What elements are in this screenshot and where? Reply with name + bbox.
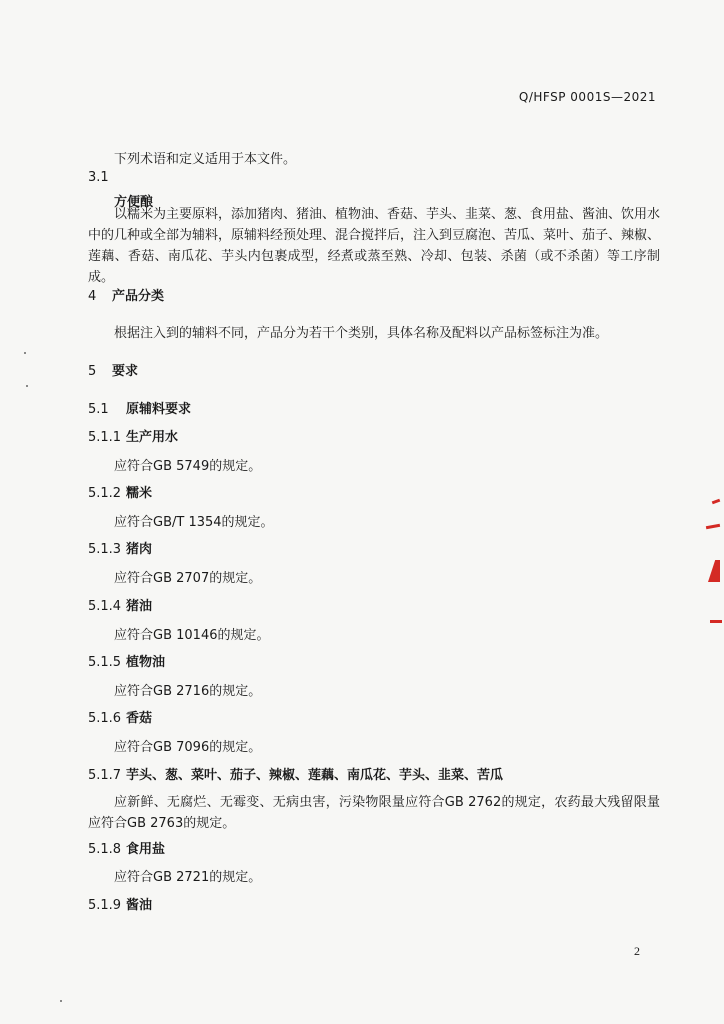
section-title: 原辅料要求 xyxy=(126,402,192,417)
section-title: 产品分类 xyxy=(112,289,165,304)
item-heading xyxy=(88,595,152,614)
item-heading xyxy=(88,482,152,501)
item-heading xyxy=(88,707,152,726)
item-heading xyxy=(88,894,152,913)
section-5-1-heading xyxy=(88,398,191,417)
item-title: 香菇 xyxy=(126,711,153,726)
item-number: 5.1.2 xyxy=(88,486,122,501)
item-number: 5.1.4 xyxy=(88,599,122,614)
item-title: 糯米 xyxy=(126,486,153,501)
item-number: 5.1.9 xyxy=(88,898,122,913)
item-number: 5.1.8 xyxy=(88,842,122,857)
item-title: 食用盐 xyxy=(126,842,166,857)
section-number: 5.1 xyxy=(88,402,109,417)
item-title: 猪肉 xyxy=(126,542,153,557)
section-number: 4 xyxy=(88,289,97,304)
item-text: 应符合GB 7096的规定。 xyxy=(114,740,262,755)
item-text: 应符合GB 2721的规定。 xyxy=(114,870,262,885)
section-4-heading xyxy=(88,285,164,304)
item-title: 猪油 xyxy=(126,599,153,614)
item-title: 酱油 xyxy=(126,898,153,913)
section-number: 5 xyxy=(88,364,97,379)
term-definition: 以糯米为主要原料，添加猪肉、猪油、植物油、香菇、芋头、韭菜、葱、食用盐、酱油、饮用水中的几种或全部为辅料，原辅料经预处理、混合搅拌后，注入到豆腐泡、苦瓜、菜叶、茄子、辣椒、莲藕、香菇、南瓜花、芋头内包裹成型，经煮或蒸至熟、冷却、包装、杀菌（或不杀菌）等工序制成。 xyxy=(88,207,661,285)
item-text: 应符合GB 2716的规定。 xyxy=(114,684,262,699)
term-number: 3.1 xyxy=(88,170,109,185)
item-heading xyxy=(88,538,152,557)
item-title: 芋头、葱、菜叶、茄子、辣椒、莲藕、南瓜花、芋头、韭菜、苦瓜 xyxy=(126,768,504,783)
scan-speck xyxy=(26,385,28,387)
document-code: Q/HFSP 0001S—2021 xyxy=(518,90,656,104)
item-heading xyxy=(88,838,165,857)
intro-text: 下列术语和定义适用于本文件。 xyxy=(114,152,297,167)
section-5-heading xyxy=(88,360,138,379)
item-text: 应符合GB 5749的规定。 xyxy=(114,459,262,474)
item-title: 植物油 xyxy=(126,655,166,670)
item-heading xyxy=(88,651,165,670)
item-number: 5.1.6 xyxy=(88,711,122,726)
item-text: 应符合GB/T 1354的规定。 xyxy=(114,515,274,530)
item-text: 应新鲜、无腐烂、无霉变、无病虫害，污染物限量应符合GB 2762的规定，农药最大残留限量应符合GB 2763的规定。 xyxy=(88,795,660,831)
scan-speck xyxy=(60,1000,62,1002)
item-number: 5.1.7 xyxy=(88,768,122,783)
item-text: 应符合GB 2707的规定。 xyxy=(114,571,262,586)
item-heading xyxy=(88,426,178,445)
section-title: 要求 xyxy=(112,364,139,379)
section-4-text: 根据注入到的辅料不同，产品分为若干个类别，具体名称及配料以产品标签标注为准。 xyxy=(114,326,609,341)
page-number: 2 xyxy=(634,944,640,958)
item-number: 5.1.1 xyxy=(88,430,122,445)
scan-speck xyxy=(24,352,26,354)
item-heading xyxy=(88,764,503,783)
item-title: 生产用水 xyxy=(126,430,179,445)
item-number: 5.1.3 xyxy=(88,542,122,557)
term-title: 方便酿 xyxy=(114,195,154,210)
item-number: 5.1.5 xyxy=(88,655,122,670)
item-text: 应符合GB 10146的规定。 xyxy=(114,628,270,643)
